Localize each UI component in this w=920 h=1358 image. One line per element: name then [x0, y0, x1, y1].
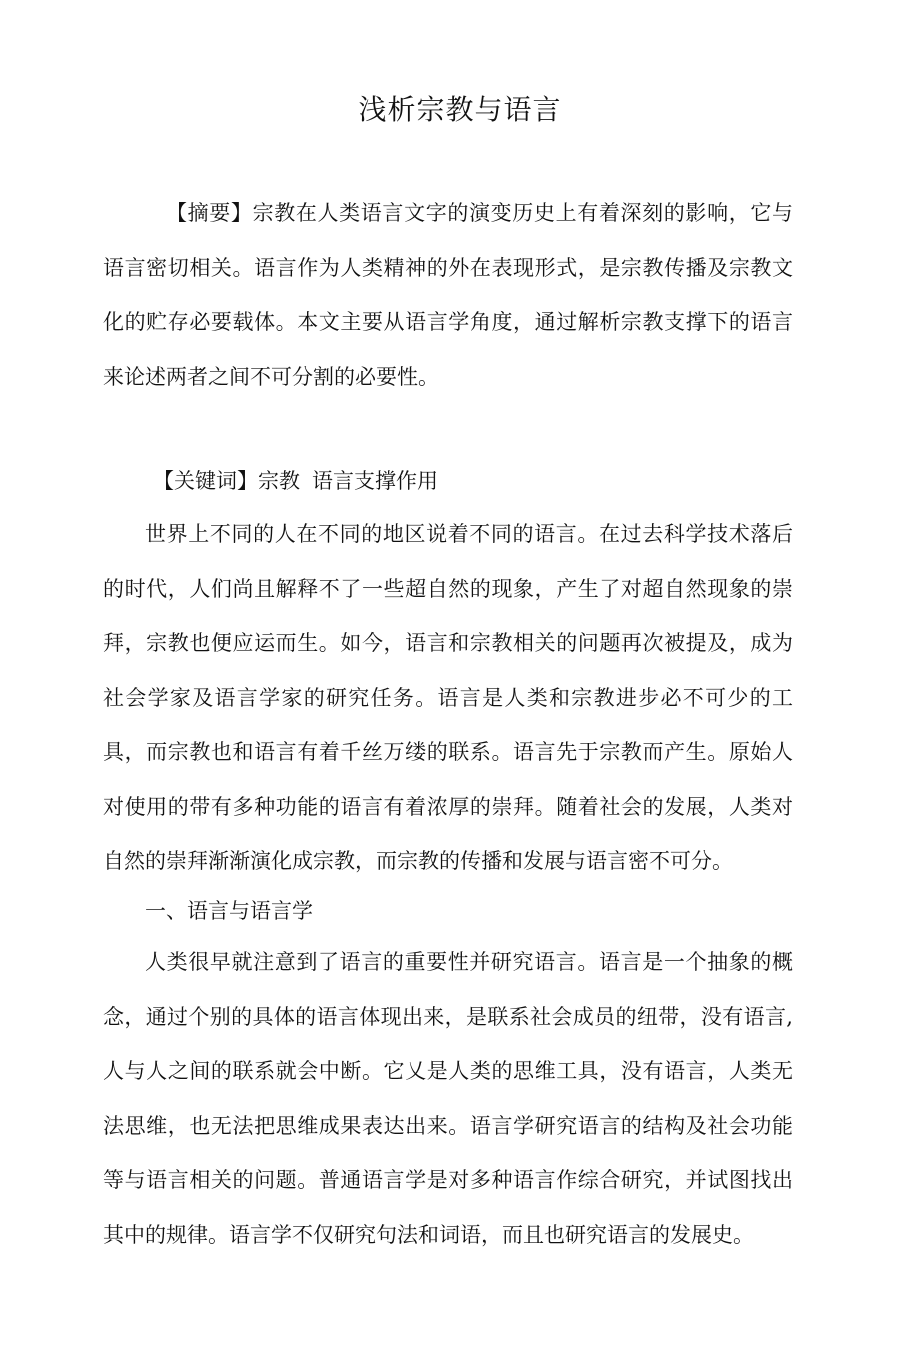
- document-title: 浅析宗教与语言: [358, 93, 562, 126]
- keywords-line: [103, 454, 793, 509]
- body-paragraph-1: 世界上不同的人在不同的地区说着不同的语言。在过去科学技术落后的时代，人们尚且解释不了一些超自然的现象，产生了对超自然现象的崇拜，宗教也便应运而生。如今，语言和宗教相关的问题再次被提及，成为社会学家及语言学家的研究任务。语言是人类和宗教进步必不可少的工具，而宗教也和语言有着千丝万缕的联系。语言先于宗教而产生。原始人对使用的带有多种功能的语言有着浓厚的崇拜。随着社会的发展，人类对自然的崇拜渐渐演化成宗教，而宗教的传播和发展与语言密不可分。: [103, 522, 793, 873]
- section-heading-1: 一、语言与语言学: [145, 899, 313, 923]
- abstract-paragraph: 【摘要】宗教在人类语言文字的演变历史上有着深刻的影响，它与语言密切相关。语言作为人类精神的外在表现形式，是宗教传播及宗教文化的贮存必要载体。本文主要从语言学角度，通过解析宗教支撑下的语言来论述两者之间不可分割的必要性。: [103, 201, 793, 389]
- keywords-text: 语言支撑作用: [312, 469, 438, 493]
- body-paragraph-2: 人类很早就注意到了语言的重要性并研究语言。语言是一个抽象的概念，通过个别的具体的语言体现出来，是联系社会成员的纽带，没有语言,人与人之间的联系就会中断。它乂是人类的思维工具，没有语言，人类无法思维，也无法把思维成果表达出来。语言学研究语言的结构及社会功能等与语言相关的问题。普通语言学是对多种语言作综合研究，并试图找出其中的规律。语言学不仅研究句法和词语，而且也研究语言的发展史。: [103, 950, 793, 1247]
- keywords-label: 【关键词】宗教: [153, 469, 300, 493]
